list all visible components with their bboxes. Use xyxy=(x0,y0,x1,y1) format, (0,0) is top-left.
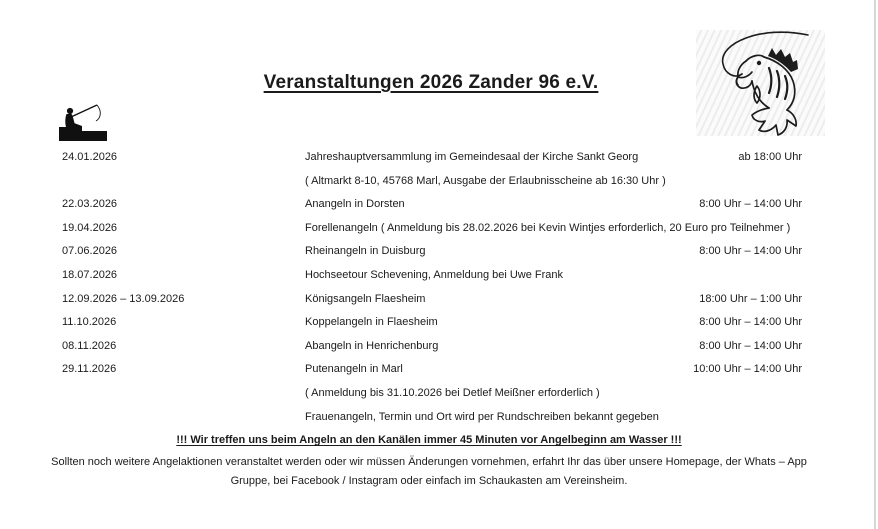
event-row xyxy=(62,193,802,217)
meeting-notice-text: !!! Wir treffen uns beim Angeln an den Kanälen immer 45 Minuten vor Angelbeginn am Wasser !!! xyxy=(176,434,682,446)
event-row xyxy=(62,311,802,335)
event-row xyxy=(62,288,802,312)
event-row xyxy=(62,217,802,241)
fish-logo xyxy=(696,30,825,136)
event-description: Hochseetour Schevening, Anmeldung bei Uwe Frank xyxy=(305,268,564,281)
event-description: ( Altmarkt 8-10, 45768 Marl, Ausgabe der Erlaubnisscheine ab 16:30 Uhr ) xyxy=(305,174,666,187)
event-row xyxy=(62,358,802,382)
event-time: ab 18:00 Uhr xyxy=(738,151,802,163)
event-description: Forellenangeln ( Anmeldung bis 28.02.2026 bei Kevin Wintjes erforderlich, 20 Euro pro Teilnehmer ) xyxy=(305,221,791,234)
event-description: Jahreshauptversammlung im Gemeindesaal der Kirche Sankt Georg xyxy=(305,151,639,163)
fisherman-icon xyxy=(57,103,109,142)
event-row xyxy=(62,170,802,194)
event-time: 8:00 Uhr – 14:00 Uhr xyxy=(699,316,802,329)
event-date: 18.07.2026 xyxy=(62,268,118,281)
event-time: 18:00 Uhr – 1:00 Uhr xyxy=(699,292,802,305)
event-date: 12.09.2026 – 13.09.2026 xyxy=(62,292,185,305)
event-date: 11.10.2026 xyxy=(62,316,117,329)
event-row xyxy=(62,335,802,359)
event-description: Putenangeln in Marl xyxy=(305,363,403,376)
event-row xyxy=(62,382,802,406)
event-row xyxy=(62,240,802,264)
event-time: 8:00 Uhr – 14:00 Uhr xyxy=(699,198,802,211)
event-date: 08.11.2026 xyxy=(62,339,117,352)
event-row xyxy=(62,406,802,430)
event-time: 8:00 Uhr – 14:00 Uhr xyxy=(699,245,802,258)
event-date: 07.06.2026 xyxy=(62,245,118,258)
event-description: Frauenangeln, Termin und Ort wird per Rundschreiben bekannt gegeben xyxy=(305,410,659,423)
event-time: 10:00 Uhr – 14:00 Uhr xyxy=(693,363,802,376)
event-date: 19.04.2026 xyxy=(62,221,118,234)
event-date: 22.03.2026 xyxy=(62,198,118,211)
event-date: 29.11.2026 xyxy=(62,363,117,376)
event-description: ( Anmeldung bis 31.10.2026 bei Detlef Meißner erforderlich ) xyxy=(305,386,600,399)
event-description: Rheinangeln in Duisburg xyxy=(305,245,426,258)
event-date: 24.01.2026 xyxy=(62,151,118,163)
event-description: Königsangeln Flaesheim xyxy=(305,292,426,305)
event-description: Abangeln in Henrichenburg xyxy=(305,339,439,352)
event-description: Koppelangeln in Flaesheim xyxy=(305,316,438,329)
event-row xyxy=(62,146,802,170)
event-schedule xyxy=(62,146,802,429)
footer-note: Sollten noch weitere Angelaktionen veranstaltet werden oder wir müssen Änderungen vornehmen, erfahrt Ihr das über unsere Homepage, der Whats – App Gruppe, bei Facebook / Instagram oder einfach im Schaukasten am Vereinsheim. xyxy=(51,456,807,487)
bass-fish-icon xyxy=(696,123,825,136)
event-time: 8:00 Uhr – 14:00 Uhr xyxy=(699,339,802,352)
meeting-notice xyxy=(40,432,818,448)
event-row xyxy=(62,264,802,288)
event-description: Anangeln in Dorsten xyxy=(305,198,405,211)
page-title-text: Veranstaltungen 2026 Zander 96 e.V. xyxy=(263,72,599,93)
page-edge-divider xyxy=(874,0,876,529)
